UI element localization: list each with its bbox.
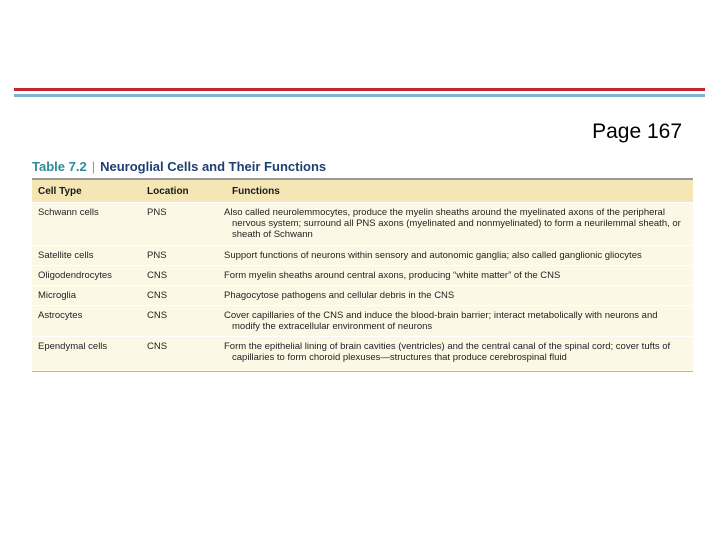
table-row xyxy=(32,266,693,286)
cell-location: CNS xyxy=(147,290,168,301)
cell-location: CNS xyxy=(147,341,168,352)
page-label: Page 167 xyxy=(592,120,682,143)
header-functions: Functions xyxy=(232,186,280,197)
cell-type: Astrocytes xyxy=(38,310,83,321)
cell-location: CNS xyxy=(147,310,168,321)
table-row xyxy=(32,286,693,306)
table-header-row xyxy=(32,180,693,203)
table-row xyxy=(32,246,693,266)
cell-location: PNS xyxy=(147,250,167,261)
table-name: Neuroglial Cells and Their Functions xyxy=(100,159,327,174)
cell-functions: Also called neurolemmocytes, produce the myelin sheaths around the myelinated axons of the peripheral nervous system; surround all PNS axons (myelinated and nonmyelinated) to form a neurilemmal sheath, or sheath of Schwann xyxy=(224,207,681,240)
neuroglia-table xyxy=(32,178,693,372)
table-number: Table 7.2 xyxy=(32,159,87,174)
cell-location: PNS xyxy=(147,207,167,218)
cell-functions: Phagocytose pathogens and cellular debris in the CNS xyxy=(224,290,455,301)
cell-functions: Cover capillaries of the CNS and induce the blood-brain barrier; interact metabolically with neurons and modify the extracellular environment of neurons xyxy=(224,310,658,332)
header-location: Location xyxy=(147,186,189,197)
top-rule-blue xyxy=(14,94,705,97)
header-cell-type: Cell Type xyxy=(38,186,82,197)
cell-type: Satellite cells xyxy=(38,250,94,261)
table-row xyxy=(32,337,693,371)
cell-functions: Form myelin sheaths around central axons, producing “white matter” of the CNS xyxy=(224,270,561,281)
cell-type: Microglia xyxy=(38,290,77,301)
cell-type: Schwann cells xyxy=(38,207,99,218)
top-rule-red xyxy=(14,88,705,91)
table-row xyxy=(32,203,693,246)
cell-type: Ependymal cells xyxy=(38,341,108,352)
cell-functions: Form the epithelial lining of brain cavities (ventricles) and the central canal of the spinal cord; cover tufts of capillaries to form choroid plexuses—structures that produce cerebrospinal fluid xyxy=(224,341,671,363)
cell-location: CNS xyxy=(147,270,168,281)
cell-type: Oligodendrocytes xyxy=(38,270,112,281)
table-title xyxy=(32,159,326,174)
title-separator: | xyxy=(91,159,96,174)
cell-functions: Support functions of neurons within sensory and autonomic ganglia; also called ganglionic gliocytes xyxy=(224,250,642,261)
table-row xyxy=(32,306,693,337)
